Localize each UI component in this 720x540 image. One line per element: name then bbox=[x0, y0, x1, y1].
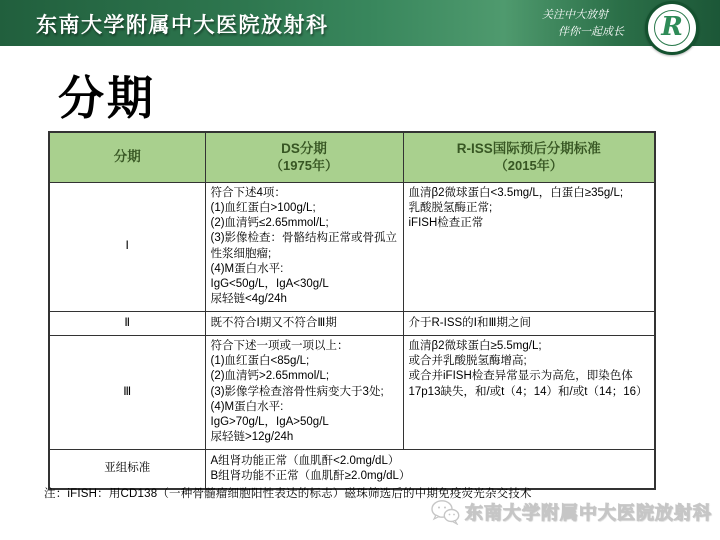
table-row-subgroup bbox=[49, 449, 655, 489]
hospital-logo-icon bbox=[645, 1, 699, 55]
footer-watermark bbox=[430, 499, 712, 525]
slogan-line1: 关注中大放射 bbox=[542, 8, 608, 21]
slogan-line2: 伴你一起成长 bbox=[558, 25, 624, 39]
column-header-stage: 分期 bbox=[49, 132, 205, 182]
table-row-stage-3 bbox=[49, 335, 655, 449]
slogan bbox=[542, 6, 624, 40]
page-title: 分期 bbox=[58, 72, 156, 124]
riss-criteria-cell: 血清β2微球蛋白<3.5mg/L，白蛋白≥35g/L; 乳酸脱氢酶正常; iFISH检查正常 bbox=[403, 182, 655, 311]
ds-criteria-cell: 既不符合Ⅰ期又不符合Ⅲ期 bbox=[205, 311, 403, 335]
column-header-riss: R-ISS国际预后分期标准 （2015年） bbox=[403, 132, 655, 182]
hospital-logo-ring bbox=[654, 10, 690, 46]
ds-criteria-cell: 符合下述一项或一项以上： (1)血红蛋白<85g/L; (2)血清钙>2.65mmol/L; (3)影像学检查溶骨性病变大于3处; (4)M蛋白水平: IgG>70g/L，IgA>50g/L 尿轻链>12g/24h bbox=[205, 335, 403, 449]
stage-label: Ⅱ bbox=[49, 311, 205, 335]
staging-table bbox=[48, 131, 656, 490]
stage-label: Ⅲ bbox=[49, 335, 205, 449]
subgroup-criteria-cell: A组肾功能正常（血肌酐<2.0mg/dL） B组肾功能不正常（血肌酐≥2.0mg/dL） bbox=[205, 449, 655, 489]
table-row-stage-2 bbox=[49, 311, 655, 335]
footnote: 注：iFISH：用CD138（一种骨髓瘤细胞阳性表达的标志）磁珠筛选后的中期免疫荧光杂交技术 bbox=[44, 488, 532, 500]
table-row-stage-1 bbox=[49, 182, 655, 311]
hospital-logo-letter: R bbox=[661, 12, 683, 42]
subgroup-label: 亚组标准 bbox=[49, 449, 205, 489]
riss-criteria-cell: 血清β2微球蛋白≥5.5mg/L; 或合并乳酸脱氢酶增高; 或合并iFISH检查异常显示为高危，即染色体17p13缺失，和/或t（4；14）和/或t（14；16） bbox=[403, 335, 655, 449]
table-header bbox=[49, 132, 655, 182]
header-banner bbox=[0, 0, 720, 46]
ds-criteria-cell: 符合下述4项： (1)血红蛋白>100g/L; (2)血清钙≤2.65mmol/L; (3)影像检查：骨骼结构正常或骨孤立性浆细胞瘤; (4)M蛋白水平: IgG<50g/L，IgA<30g/L 尿轻链<4g/24h bbox=[205, 182, 403, 311]
department-title: 东南大学附属中大医院放射科 bbox=[36, 13, 329, 37]
riss-criteria-cell: 介于R-ISS的Ⅰ和Ⅲ期之间 bbox=[403, 311, 655, 335]
wechat-icon bbox=[430, 499, 460, 525]
watermark-text: 东南大学附属中大医院放射科 bbox=[465, 503, 712, 523]
stage-label: Ⅰ bbox=[49, 182, 205, 311]
column-header-ds: DS分期 （1975年） bbox=[205, 132, 403, 182]
